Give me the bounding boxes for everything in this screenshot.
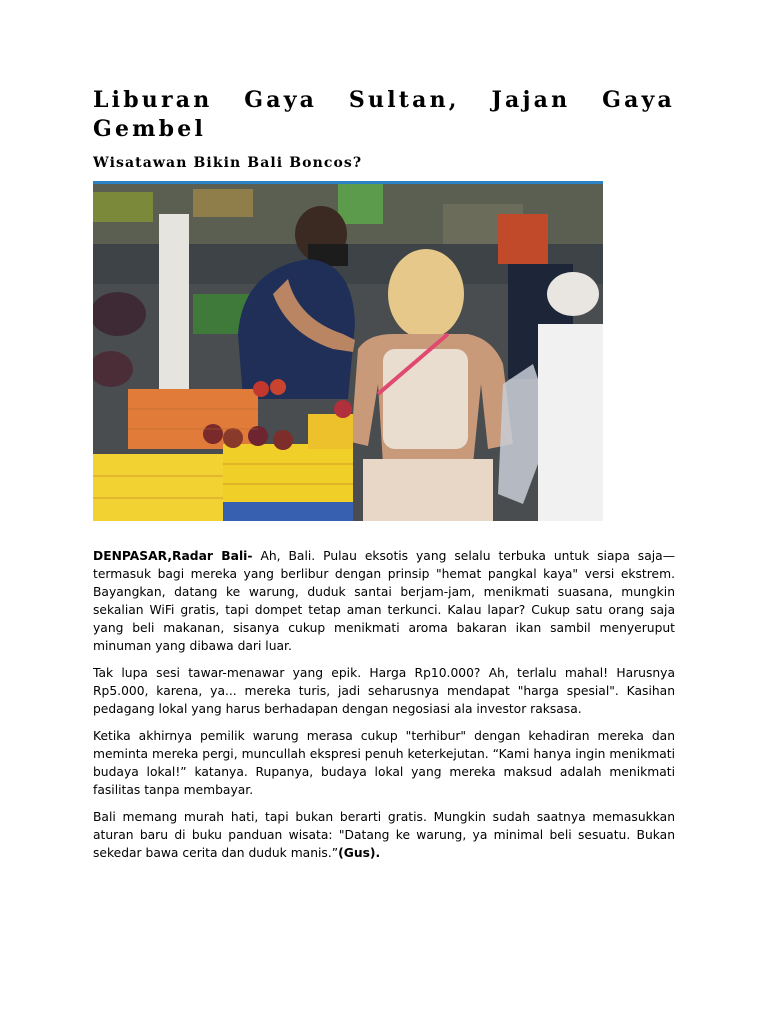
article-title: Liburan Gaya Sultan, Jajan Gaya Gembel	[93, 87, 675, 142]
paragraph-text: Ah, Bali. Pulau eksotis yang selalu terbuka untuk siapa saja—termasuk bagi mereka yang berlibur dengan prinsip "hemat pangkal kaya" versi ekstrem. Bayangkan, datang ke warung, duduk santai berjam-jam, menikmati suasana, mungkin sekalian WiFi gratis, tapi dompet tetap aman terkunci. Kalau lapar? Cukup satu orang saja yang beli makanan, sisanya cukup menikmati aroma bakaran ikan sambil menyeruput minuman yang dibawa dari luar.	[93, 549, 675, 653]
article-subtitle: Wisatawan Bikin Bali Boncos?	[93, 155, 363, 171]
paragraph	[93, 547, 675, 655]
paragraph	[93, 664, 675, 718]
market-stall-photo	[93, 184, 603, 521]
article-photo	[93, 181, 603, 521]
paragraph	[93, 808, 675, 862]
article-body	[93, 547, 675, 871]
paragraph	[93, 727, 675, 799]
dateline: DENPASAR,Radar Bali-	[93, 549, 253, 563]
paragraph-text: Tak lupa sesi tawar-menawar yang epik. Harga Rp10.000? Ah, terlalu mahal! Harusnya Rp5.000, karena, ya... mereka turis, jadi seharusnya mendapat "harga spesial". Kasihan pedagang lokal yang harus berhadapan dengan negosiasi ala investor raksasa.	[93, 666, 675, 716]
author-initials: (Gus).	[338, 846, 381, 860]
paragraph-text: Ketika akhirnya pemilik warung merasa cukup "terhibur" dengan kehadiran mereka dan meminta mereka pergi, muncullah ekspresi penuh keterkejutan. “Kami hanya ingin menikmati budaya lokal!” katanya. Rupanya, budaya lokal yang mereka maksud adalah menikmati fasilitas tanpa membayar.	[93, 729, 675, 797]
paragraph-text: Bali memang murah hati, tapi bukan berarti gratis. Mungkin sudah saatnya memasukkan aturan baru di buku panduan wisata: "Datang ke warung, ya minimal beli sesuatu. Bukan sekedar bawa cerita dan duduk manis.”	[93, 810, 675, 860]
